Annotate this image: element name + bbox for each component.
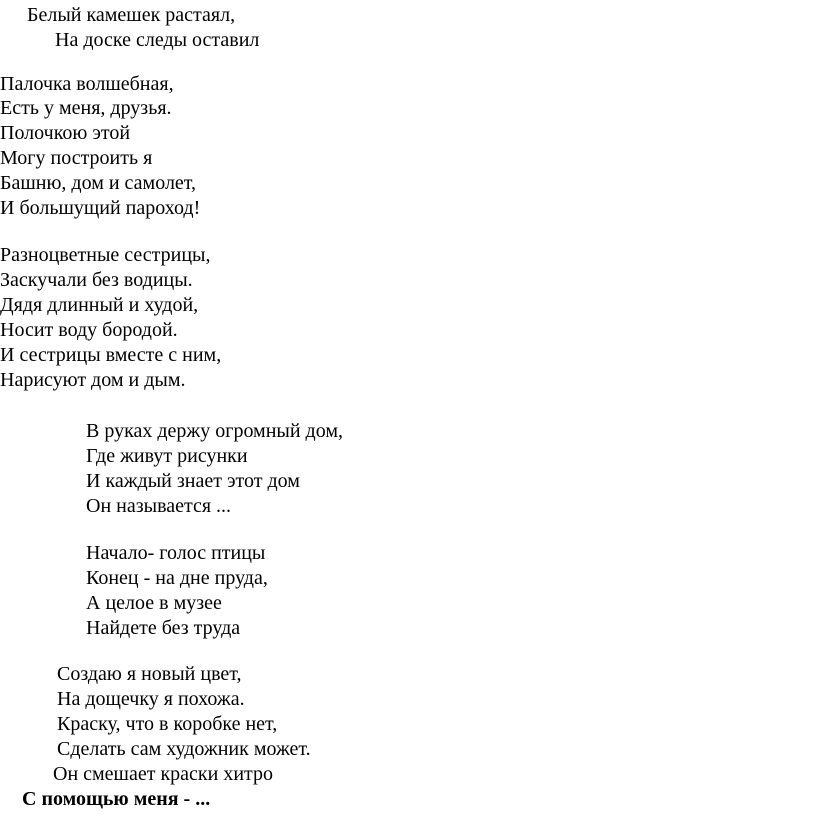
text-line: Палочка волшебная, bbox=[0, 73, 174, 95]
text-line: И сестрицы вместе с ним, bbox=[0, 344, 222, 366]
text-line: А целое в музее bbox=[86, 592, 222, 614]
text-line: Нарисуют дом и дым. bbox=[0, 369, 186, 391]
text-line: Заскучали без водицы. bbox=[0, 269, 193, 291]
text-line: Разноцветные сестрицы, bbox=[0, 244, 211, 266]
text-line: Дядя длинный и худой, bbox=[0, 294, 199, 316]
text-line: Где живут рисунки bbox=[86, 445, 248, 467]
text-line: Сделать сам художник может. bbox=[57, 738, 311, 760]
text-line: Белый камешек растаял, bbox=[27, 4, 236, 26]
text-line: Полочкою этой bbox=[0, 122, 131, 144]
text-line: Конец - на дне пруда, bbox=[86, 567, 268, 589]
text-line: И большущий пароход! bbox=[0, 197, 201, 219]
text-line: На доске следы оставил bbox=[55, 29, 260, 51]
text-line: Создаю я новый цвет, bbox=[57, 663, 242, 685]
text-line: Носит воду бородой. bbox=[0, 319, 178, 341]
text-line: Начало- голос птицы bbox=[86, 542, 266, 564]
text-line-bold: С помощью меня - ... bbox=[22, 788, 211, 810]
text-line: Найдете без труда bbox=[86, 617, 241, 639]
text-line: В руках держу огромный дом, bbox=[86, 420, 344, 442]
text-line: Он называется ... bbox=[86, 495, 232, 517]
text-line: На дощечку я похожа. bbox=[57, 688, 245, 710]
text-line: Башню, дом и самолет, bbox=[0, 172, 197, 194]
text-line: Могу построить я bbox=[0, 147, 153, 169]
text-line: Есть у меня, друзья. bbox=[0, 97, 172, 119]
text-line: Он смешает краски хитро bbox=[53, 763, 274, 785]
text-line: И каждый знает этот дом bbox=[86, 470, 300, 492]
text-line: Краску, что в коробке нет, bbox=[57, 713, 278, 735]
